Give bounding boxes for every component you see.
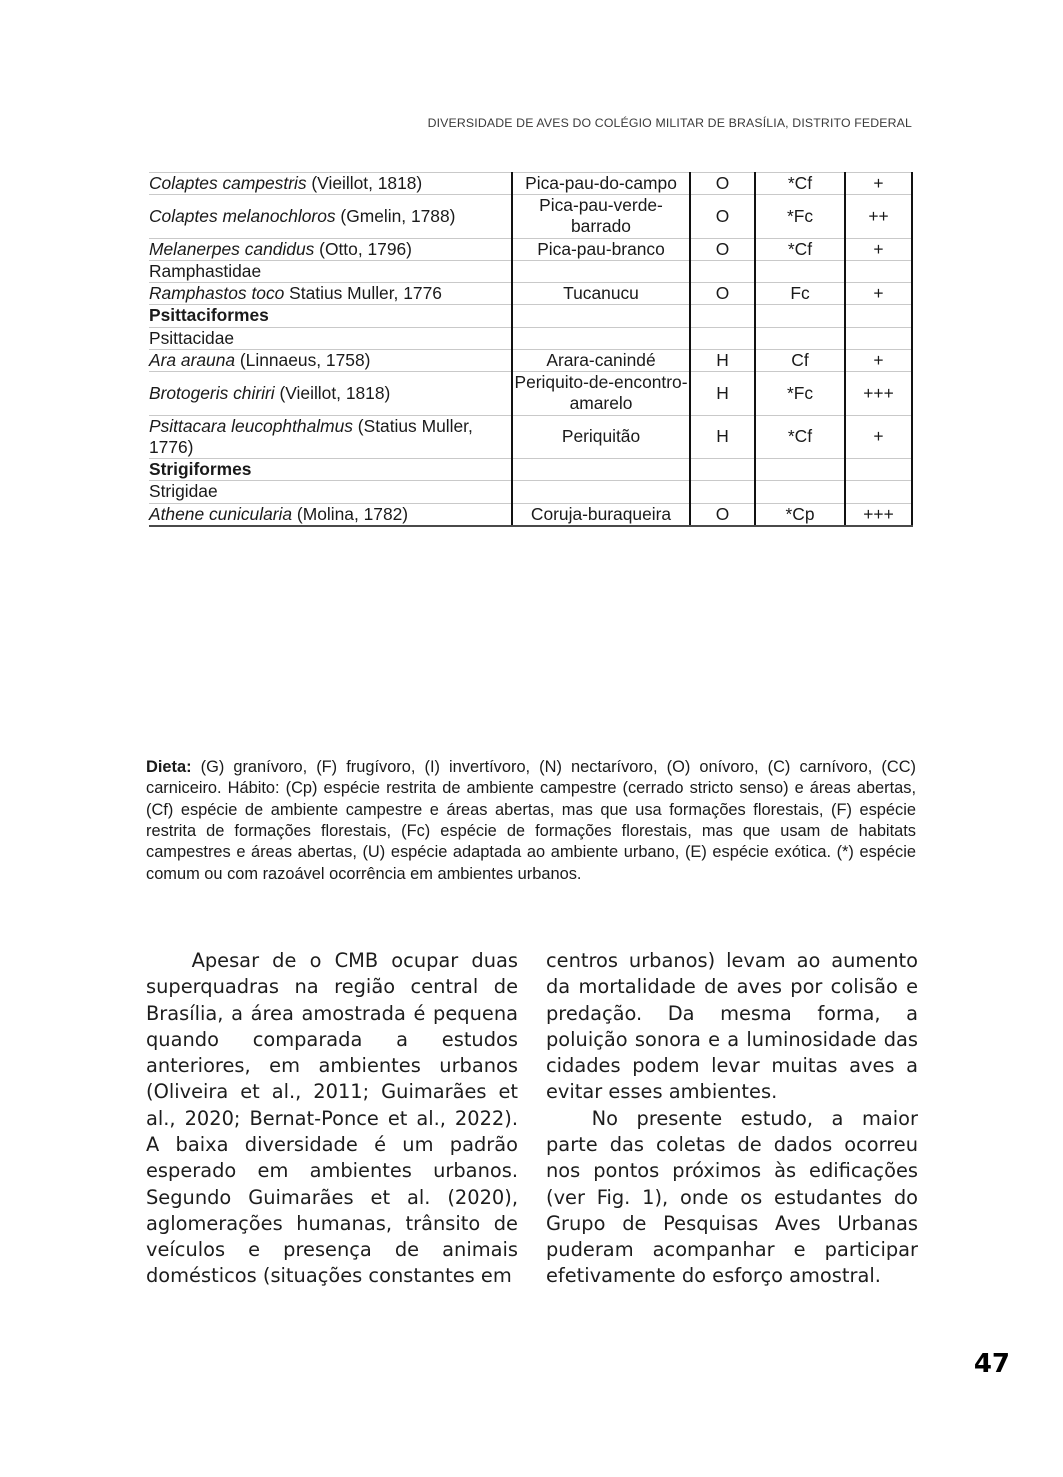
table-row	[149, 283, 912, 305]
cell-diet	[690, 481, 755, 503]
cell-scientific-name	[149, 260, 512, 282]
cell-occurrence: +	[845, 173, 912, 195]
name-authority: (Statius Muller, 1776)	[149, 415, 473, 457]
scientific-name: Colaptes melanochloros	[149, 205, 336, 226]
cell-occurrence	[845, 459, 912, 481]
cell-popular-name: Coruja-buraqueira	[512, 503, 690, 526]
name-authority: (Vieillot, 1818)	[306, 173, 423, 193]
scientific-name: Ramphastos toco	[149, 283, 285, 304]
cell-diet	[690, 327, 755, 349]
cell-popular-name	[512, 459, 690, 481]
cell-popular-name: Periquito-de-encontro-amarelo	[512, 372, 690, 415]
cell-scientific-name	[149, 459, 512, 481]
cell-popular-name: Tucanucu	[512, 283, 690, 305]
species-table-container	[149, 172, 912, 527]
cell-scientific-name	[149, 195, 512, 238]
cell-popular-name	[512, 260, 690, 282]
cell-popular-name	[512, 481, 690, 503]
taxon-group-name: Psittaciformes	[149, 305, 269, 326]
taxon-group-name: Strigiformes	[149, 459, 252, 480]
taxon-group-name: Psittacidae	[149, 327, 235, 348]
table-legend	[146, 757, 916, 885]
cell-scientific-name	[149, 238, 512, 260]
cell-diet: H	[690, 415, 755, 458]
cell-diet	[690, 305, 755, 327]
cell-habit	[755, 305, 845, 327]
cell-scientific-name	[149, 503, 512, 526]
body-column-right	[546, 948, 918, 1290]
cell-habit: *Cf	[755, 238, 845, 260]
cell-occurrence: ++	[845, 195, 912, 238]
scientific-name: Melanerpes candidus	[149, 238, 315, 259]
cell-occurrence	[845, 327, 912, 349]
cell-habit: *Cp	[755, 503, 845, 526]
cell-habit	[755, 481, 845, 503]
cell-scientific-name	[149, 283, 512, 305]
cell-habit: *Cf	[755, 173, 845, 195]
taxon-group-name: Strigidae	[149, 481, 218, 502]
cell-occurrence	[845, 481, 912, 503]
legend-label: Dieta:	[146, 758, 192, 776]
cell-scientific-name	[149, 415, 512, 458]
table-row	[149, 173, 912, 195]
scientific-name: Colaptes campestris	[149, 173, 307, 193]
table-row	[149, 481, 912, 503]
name-authority: (Linnaeus, 1758)	[235, 349, 371, 370]
table-row	[149, 327, 912, 349]
cell-habit: *Cf	[755, 415, 845, 458]
cell-diet: H	[690, 349, 755, 371]
scientific-name: Brotogeris chiriri	[149, 382, 275, 403]
cell-scientific-name	[149, 349, 512, 371]
body-text-columns	[146, 948, 918, 1288]
cell-scientific-name	[149, 305, 512, 327]
cell-diet	[690, 260, 755, 282]
cell-popular-name: Periquitão	[512, 415, 690, 458]
cell-occurrence	[845, 305, 912, 327]
cell-diet: O	[690, 503, 755, 526]
table-row	[149, 238, 912, 260]
taxon-group-name: Ramphastidae	[149, 260, 262, 281]
running-head: DIVERSIDADE DE AVES DO COLÉGIO MILITAR DE BRASÍLIA, DISTRITO FEDERAL	[427, 116, 912, 130]
cell-occurrence: +++	[845, 372, 912, 415]
table-row	[149, 503, 912, 526]
cell-popular-name: Pica-pau-branco	[512, 238, 690, 260]
cell-occurrence: +	[845, 283, 912, 305]
name-authority: (Otto, 1796)	[314, 238, 412, 259]
species-table	[149, 172, 913, 527]
name-authority: (Vieillot, 1818)	[274, 382, 391, 403]
table-row	[149, 459, 912, 481]
table-row	[149, 415, 912, 458]
paragraph-right-2: No presente estudo, a maior parte das coletas de dados ocorreu nos pontos próximos às edificações (ver Fig. 1), onde os estudantes do Grupo de Pesquisas Aves Urbanas puderam acompanhar e participar efetivamente do esforço amostral.	[546, 1106, 918, 1288]
cell-popular-name: Arara-canindé	[512, 349, 690, 371]
cell-popular-name	[512, 327, 690, 349]
cell-popular-name: Pica-pau-verde-barrado	[512, 195, 690, 238]
cell-scientific-name	[149, 372, 512, 415]
cell-habit	[755, 327, 845, 349]
name-authority: Statius Muller, 1776	[284, 283, 442, 304]
cell-occurrence: +	[845, 349, 912, 371]
cell-scientific-name	[149, 327, 512, 349]
cell-habit: *Fc	[755, 372, 845, 415]
scientific-name: Psittacara leucophthalmus	[149, 415, 353, 436]
species-table-body	[149, 173, 912, 526]
scientific-name: Athene cunicularia	[149, 503, 293, 524]
cell-occurrence: +	[845, 238, 912, 260]
table-row	[149, 372, 912, 415]
cell-occurrence: +++	[845, 503, 912, 526]
paragraph-right-1: centros urbanos) levam ao aumento da mortalidade de aves por colisão e predação. Da mesma forma, a poluição sonora e a luminosidade das cidades podem levar muitas aves a evitar esses ambientes.	[546, 949, 918, 1104]
cell-popular-name	[512, 305, 690, 327]
cell-diet	[690, 459, 755, 481]
cell-scientific-name	[149, 481, 512, 503]
cell-diet: O	[690, 283, 755, 305]
table-row	[149, 349, 912, 371]
table-row	[149, 305, 912, 327]
paragraph-left-1: Apesar de o CMB ocupar duas superquadras na região central de Brasília, a área amostrada é pequena quando comparada a estudos anteriores, em ambientes urbanos (Oliveira et al., 2011; Guimarães et al., 2020; Bernat-Ponce et al., 2022). A baixa diversidade é um padrão esperado em ambientes urbanos. Segundo Guimarães et al. (2020), aglomerações humanas, trânsito de veículos e presença de animais domésticos (situações constantes em	[146, 949, 518, 1288]
table-row	[149, 195, 912, 238]
page-number: 47	[973, 1349, 1010, 1379]
cell-diet: H	[690, 372, 755, 415]
cell-habit: Fc	[755, 283, 845, 305]
cell-diet: O	[690, 173, 755, 195]
cell-scientific-name	[149, 173, 512, 195]
cell-habit: Cf	[755, 349, 845, 371]
cell-diet: O	[690, 238, 755, 260]
cell-habit: *Fc	[755, 195, 845, 238]
cell-diet: O	[690, 195, 755, 238]
cell-popular-name: Pica-pau-do-campo	[512, 173, 690, 195]
cell-occurrence	[845, 260, 912, 282]
cell-habit	[755, 260, 845, 282]
name-authority: (Gmelin, 1788)	[335, 205, 456, 226]
table-row	[149, 260, 912, 282]
cell-habit	[755, 459, 845, 481]
name-authority: (Molina, 1782)	[292, 503, 409, 524]
scientific-name: Ara arauna	[149, 349, 236, 370]
cell-occurrence: +	[845, 415, 912, 458]
body-column-left	[146, 948, 518, 1290]
legend-text: (G) granívoro, (F) frugívoro, (I) invertívoro, (N) nectarívoro, (O) onívoro, (C) carnívoro, (CC) carniceiro. Hábito: (Cp) espécie restrita de ambiente campestre (cerrado stricto senso) e áreas abertas, (Cf) espécie de ambiente campestre e áreas abertas, mas que usa formações florestais, (F) espécie restrita de formações florestais, (Fc) espécie de formações florestais, mas que usam de habitats campestres e áreas abertas, (U) espécie adaptada ao ambiente urbano, (E) espécie exótica. (*) espécie comum ou com razoável ocorrência em ambientes urbanos.	[146, 758, 916, 883]
